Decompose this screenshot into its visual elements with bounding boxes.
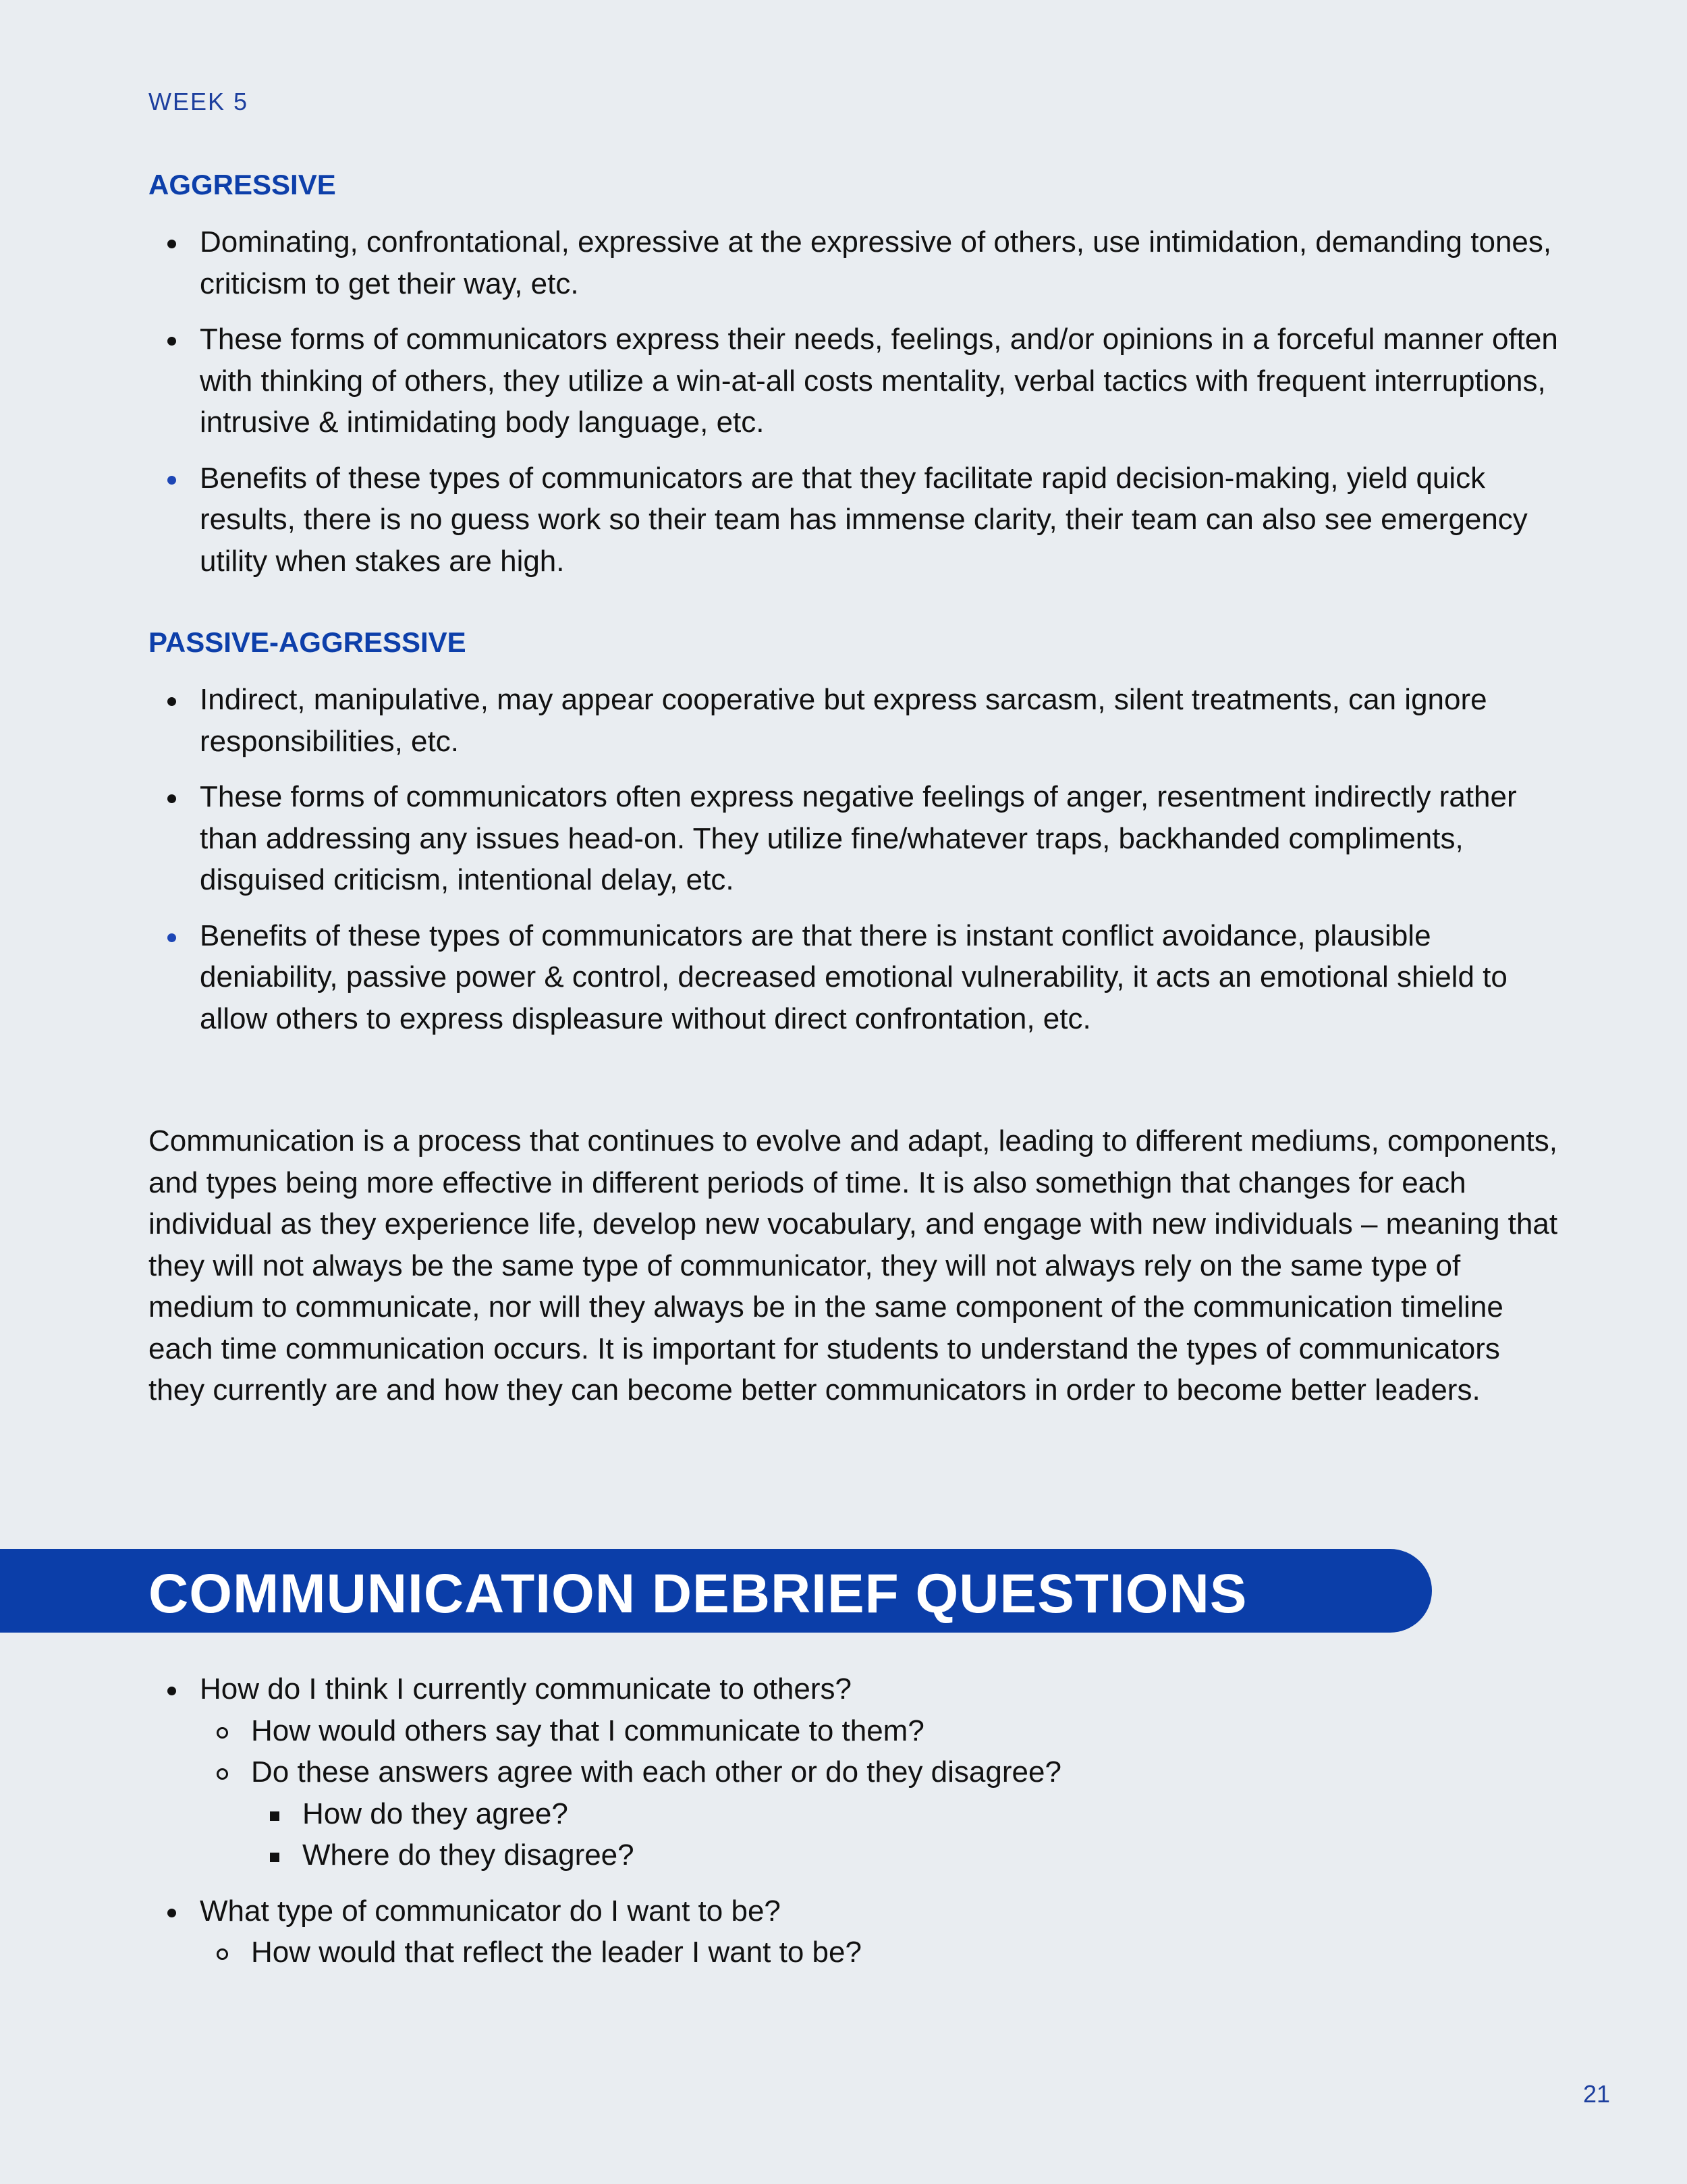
passive-aggressive-list <box>148 679 1559 1054</box>
sub-sub-question-item <box>251 1793 1559 1835</box>
debrief-questions <box>148 1668 1559 1988</box>
question-item <box>148 1890 1559 1973</box>
sub-sub-question-text: How do they agree? <box>302 1797 568 1830</box>
sub-question-text: Do these answers agree with each other or do they disagree? <box>251 1755 1061 1789</box>
aggressive-heading: AGGRESSIVE <box>148 169 336 200</box>
sub-question-item <box>200 1710 1559 1752</box>
debrief-banner <box>0 1549 1432 1633</box>
list-item: Benefits of these types of communicators are that they facilitate rapid decision-making, yield quick results, there is no guess work so their team has immense clarity, their team can also see emergency utility when stakes are high. <box>148 458 1559 582</box>
page-number: 21 <box>1583 2080 1611 2108</box>
sub-question-text: How would others say that I communicate to them? <box>251 1714 924 1747</box>
passive-aggressive-heading: PASSIVE-AGGRESSIVE <box>148 626 466 658</box>
question-text: What type of communicator do I want to be? <box>200 1894 781 1928</box>
aggressive-list <box>148 221 1559 596</box>
sub-question-item <box>200 1751 1559 1876</box>
debrief-title: COMMUNICATION DEBRIEF QUESTIONS <box>148 1563 1248 1625</box>
list-item: These forms of communicators express their needs, feelings, and/or opinions in a forceful manner often with thinking of others, they utilize a win-at-all costs mentality, verbal tactics with frequent interruptions, intrusive & intimidating body language, etc. <box>148 319 1559 443</box>
list-item: Indirect, manipulative, may appear cooperative but express sarcasm, silent treatments, can ignore responsibilities, etc. <box>148 679 1559 762</box>
summary-paragraph: Communication is a process that continues to evolve and adapt, leading to different mediums, components, and types being more effective in different periods of time. It is also somethign that changes for each individual as they experience life, develop new vocabulary, and engage with new individuals – meaning that they will not always be the same type of communicator, they will not always rely on the same type of medium to communicate, nor will they always be in the same component of the communication timeline each time communication occurs. It is important for students to understand the types of communicators they currently are and how they can become better communicators in order to become better leaders. <box>148 1124 1558 1407</box>
question-text: How do I think I currently communicate to others? <box>200 1672 852 1705</box>
week-label: WEEK 5 <box>148 88 249 115</box>
sub-question-item <box>200 1932 1559 1973</box>
sub-question-text: How would that reflect the leader I want to be? <box>251 1936 862 1969</box>
question-item <box>148 1668 1559 1876</box>
list-item: Dominating, confrontational, expressive at the expressive of others, use intimidation, demanding tones, criticism to get their way, etc. <box>148 221 1559 304</box>
sub-sub-question-text: Where do they disagree? <box>302 1838 634 1872</box>
list-item: These forms of communicators often express negative feelings of anger, resentment indirectly rather than addressing any issues head-on. They utilize fine/whatever traps, backhanded compliments, disguised criticism, intentional delay, etc. <box>148 776 1559 901</box>
sub-sub-question-item <box>251 1834 1559 1876</box>
list-item: Benefits of these types of communicators are that there is instant conflict avoidance, plausible deniability, passive power & control, decreased emotional vulnerability, it acts an emotional shield to allow others to express displeasure without direct confrontation, etc. <box>148 915 1559 1040</box>
